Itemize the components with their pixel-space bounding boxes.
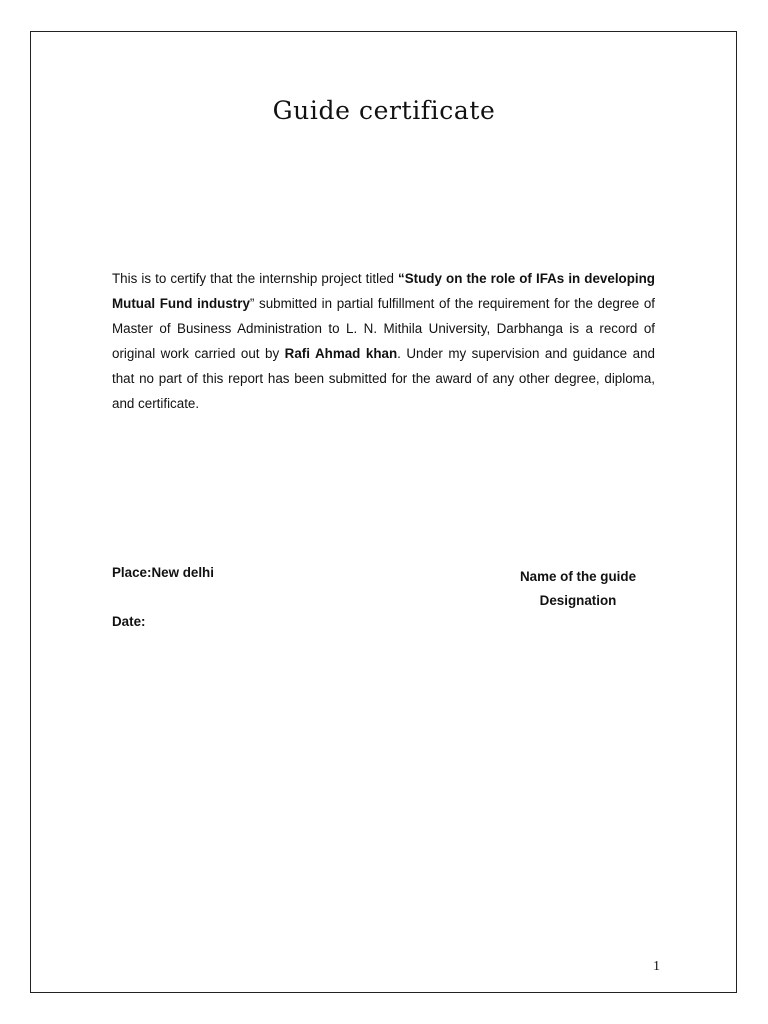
certificate-body [112, 266, 655, 416]
guide-signature-block [500, 565, 656, 613]
guide-name-label: Name of the guide [519, 569, 637, 584]
page-number: 1 [653, 959, 660, 974]
body-intro: This is to certify that the internship project titled [112, 271, 399, 286]
body-after-title: ” submitted in partial fulfillment of the requirement for the degree of Master of Business Administration to L. N. Mithila University, Darbhanga is a record of original work carried out by [112, 296, 655, 361]
certificate-title: Guide certificate [272, 96, 496, 125]
body-closing: . Under my supervision and guidance and that no part of this report has been submitted for the award of any other degree, diploma, and certificate. [112, 346, 655, 411]
project-title: “Study on the role of IFAs in developing Mutual Fund industry [112, 271, 655, 311]
student-name: Rafi Ahmad khan [284, 346, 398, 361]
page-border [30, 31, 737, 993]
date-label: Date: [112, 614, 146, 629]
place-label: Place:New delhi [112, 565, 214, 580]
designation-label: Designation [539, 593, 617, 608]
